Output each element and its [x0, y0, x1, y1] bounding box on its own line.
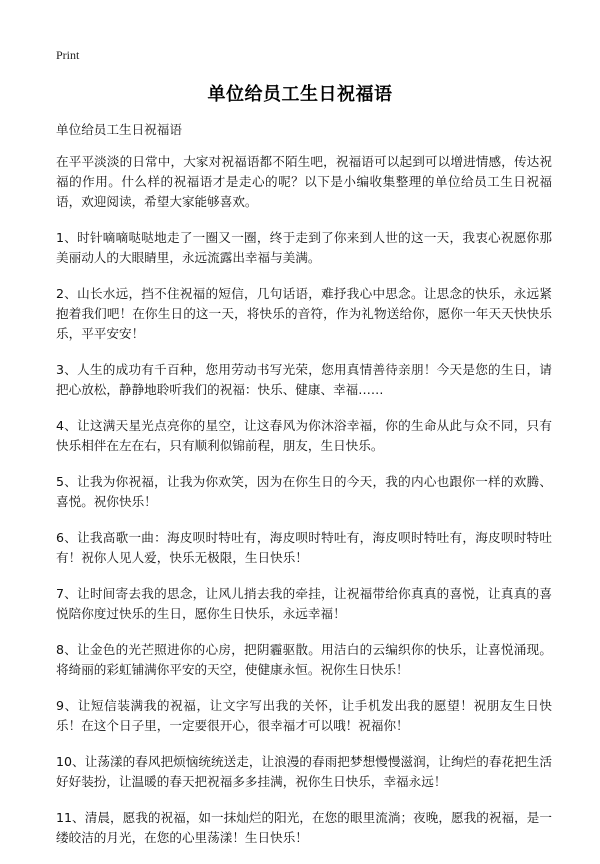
- intro-paragraph: 在平平淡淡的日常中，大家对祝福语都不陌生吧，祝福语可以起到可以增进情感，传达祝福的作用。什么样的祝福语才是走心的呢？以下是小编收集整理的单位给员工生日祝福语，欢迎阅读，希望大家能够喜欢。: [56, 154, 552, 209]
- greeting-paragraph: 4、让这满天星光点亮你的星空，让这春风为你沐浴幸福，你的生命从此与众不同，只有快乐相伴在左在右，只有顺利似锦前程，朋友，生日快乐。: [56, 418, 552, 453]
- article-subtitle: 单位给员工生日祝福语: [56, 122, 182, 137]
- greeting-paragraph: 5、让我为你祝福，让我为你欢笑，因为在你生日的今天，我的内心也跟你一样的欢腾、喜悦。祝你快乐！: [56, 474, 552, 509]
- greeting-paragraph: 1、时针嘀嘀哒哒地走了一圈又一圈，终于走到了你来到人世的这一天，我衷心祝愿你那美丽动人的大眼睛里，永远流露出幸福与美满。: [56, 230, 552, 265]
- article-body: [56, 120, 552, 864]
- greeting-paragraph: 7、让时间寄去我的思念，让风儿捎去我的牵挂，让祝福带给你真真的喜悦，让真真的喜悦陪你度过快乐的生日，愿你生日快乐，永远幸福！: [56, 586, 552, 621]
- greeting-paragraph: 3、人生的成功有千百种，您用劳动书写光荣，您用真情善待亲朋！今天是您的生日，请把心放松，静静地聆听我们的祝福：快乐、健康、幸福……: [56, 362, 552, 397]
- greeting-paragraph: 9、让短信装满我的祝福，让文字写出我的关怀，让手机发出我的愿望！祝朋友生日快乐！在这个日子里，一定要很开心，很幸福才可以哦！祝福你！: [56, 698, 552, 733]
- page-title: 单位给员工生日祝福语: [207, 84, 393, 105]
- greeting-paragraph: 8、让金色的光芒照进你的心房，把阴霾驱散。用洁白的云编织你的快乐，让喜悦涌现。将绮丽的彩虹铺满你平安的天空，使健康永恒。祝你生日快乐！: [56, 642, 552, 677]
- greeting-paragraph: 6、让我高歌一曲：海皮呗时特吐有，海皮呗时特吐有，海皮呗时特吐有，海皮呗时特吐有！祝你人见人爱，快乐无极限，生日快乐！: [56, 530, 552, 565]
- greeting-paragraph: 11、清晨，愿我的祝福，如一抹灿烂的阳光，在您的眼里流淌；夜晚，愿我的祝福，是一缕皎洁的月光，在您的心里荡漾！生日快乐！: [56, 810, 552, 845]
- print-link[interactable]: Print: [56, 48, 80, 62]
- greeting-paragraph: 2、山长水远，挡不住祝福的短信，几句话语，难抒我心中思念。让思念的快乐，永远紧抱着我们吧！在你生日的这一天，将快乐的音符，作为礼物送给你，愿你一年天天快快乐乐，平平安安！: [56, 286, 552, 341]
- greeting-paragraph: 10、让荡漾的春风把烦恼统统送走，让浪漫的春雨把梦想慢慢滋润，让绚烂的春花把生活好好装扮，让温暖的春天把祝福多多挂满，祝你生日快乐，幸福永远！: [56, 754, 552, 789]
